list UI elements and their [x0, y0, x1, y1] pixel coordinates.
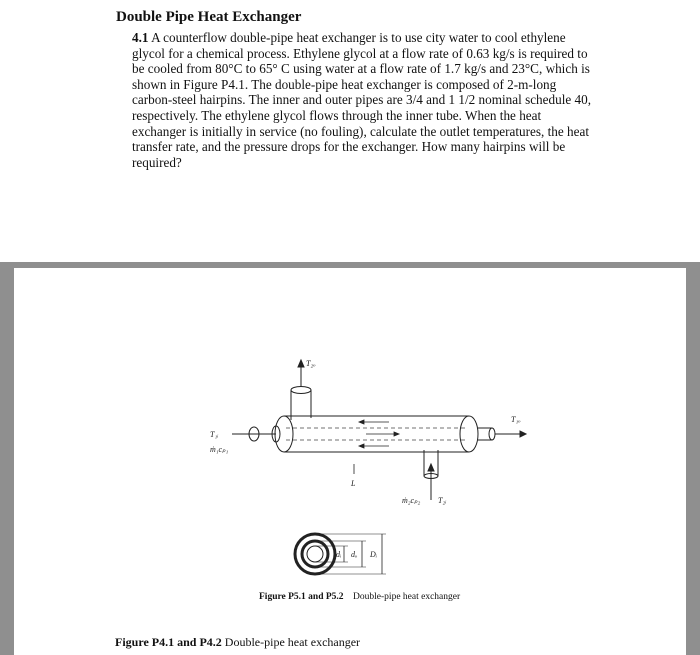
- document-title: Double Pipe Heat Exchanger: [116, 9, 302, 25]
- label-t2o: T₂ₒ: [306, 359, 316, 368]
- bottom-nozzle: [424, 450, 438, 500]
- label-t1i: T₁ᵢ: [210, 430, 219, 439]
- top-page: [0, 0, 700, 262]
- outer-caption-bold: Figure P4.1 and P4.2: [115, 635, 222, 649]
- label-t1o: T₁ₒ: [511, 415, 521, 424]
- inner-caption-text: Double-pipe heat exchanger: [353, 592, 461, 602]
- problem-number: 4.1: [132, 30, 149, 45]
- flow-arrows: [359, 420, 399, 448]
- figure-sheet: [14, 268, 686, 655]
- problem-statement: [132, 30, 592, 170]
- bottom-page: [0, 268, 700, 655]
- top-nozzle: [291, 360, 311, 420]
- label-di: dᵢ: [336, 550, 342, 559]
- label-length: L: [351, 479, 356, 488]
- label-m2cp2: ṁ₂cₚ₂: [402, 496, 421, 505]
- problem-text: A counterflow double-pipe heat exchanger is to use city water to cool ethylene glycol for a chemical process. Ethylene glycol at a flow rate of 0.63 kg/s is required to be cooled from 80°C to 65° C using water at a flow rate of 1.7 kg/s and 23°C, which is shown in Figure P4.1. The double-pipe heat exchanger is composed of 2-m-long carbon-steel hairpins. The inner and outer pipes are 3/4 and 1 1/2 nominal schedule 40, respectively. The ethylene glycol flows through the inner tube. When the heat exchanger is initially in service (no fouling), calculate the outlet temperatures, the heat transfer rate, and the pressure drops for the exchanger. How many hairpins will be required?: [132, 30, 591, 170]
- inner-inlet: [232, 426, 280, 442]
- inner-outlet: [478, 428, 526, 440]
- inner-caption-bold: Figure P5.1 and P5.2: [259, 592, 344, 602]
- inner-figure-caption: [259, 592, 460, 602]
- outer-figure-caption: [115, 635, 360, 650]
- label-do: dₒ: [351, 550, 358, 559]
- outer-caption-text: Double-pipe heat exchanger: [224, 635, 361, 649]
- label-m1cp1: ṁ₁cₚ₁: [210, 445, 229, 454]
- label-t2i: T₂ᵢ: [438, 496, 447, 505]
- label-Di: Dᵢ: [370, 550, 378, 559]
